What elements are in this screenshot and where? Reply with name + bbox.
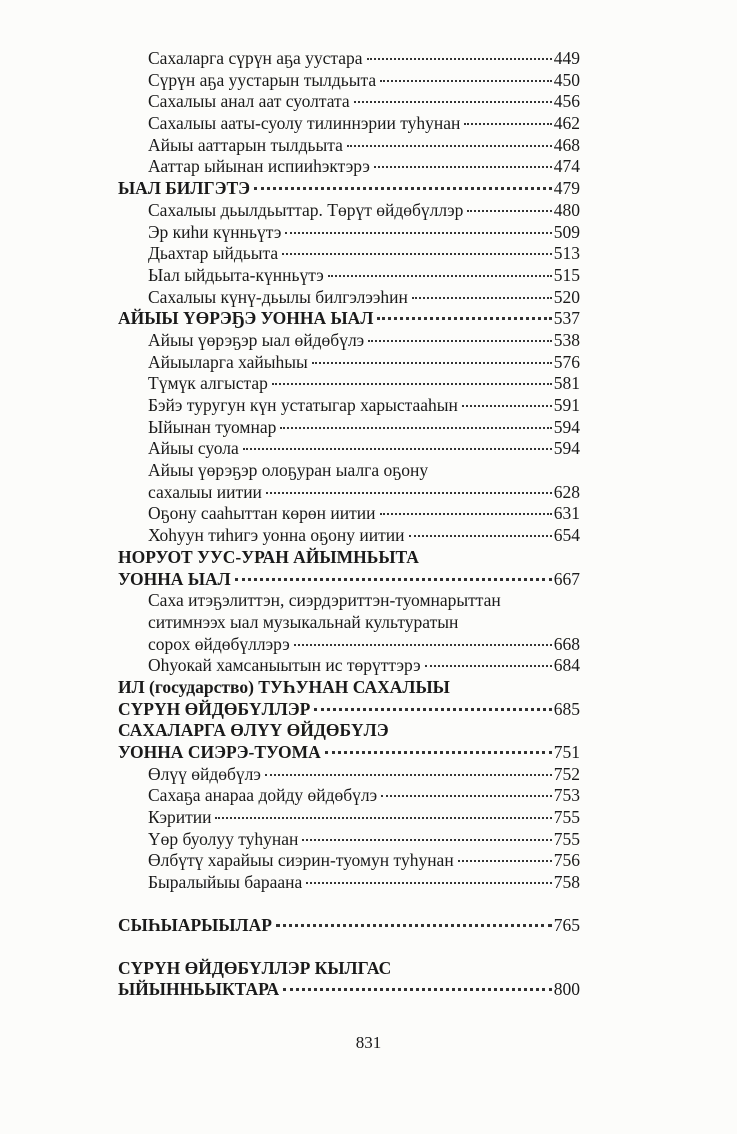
dot-leader <box>458 860 552 862</box>
dot-leader <box>367 58 552 60</box>
toc-entry-title: Айыы үөрэҕэр ыал өйдөбүлэ <box>148 329 365 350</box>
toc-page-number: 509 <box>553 221 580 242</box>
toc-entry <box>118 156 580 178</box>
toc-entry <box>118 113 580 135</box>
toc-page-number: 513 <box>553 243 580 264</box>
toc-entry-title: Сүрүн аҕа уустарын тылдьыта <box>148 69 377 90</box>
toc-page-number: 591 <box>553 395 580 415</box>
toc-entry-title: АЙЫЫ ҮӨРЭҔЭ УОННА ЫАЛ <box>118 308 374 329</box>
dot-leader <box>462 405 552 407</box>
toc-entry-title: сахалыы иитии <box>148 481 262 502</box>
dot-leader <box>314 708 551 711</box>
toc-section-heading <box>118 569 580 591</box>
dot-leader <box>368 340 552 342</box>
toc-entry <box>118 91 580 113</box>
toc-entry-title: Оһуокай хамсаныытын ис төрүттэрэ <box>148 655 421 676</box>
toc-section-heading <box>118 308 580 330</box>
toc-section-heading <box>118 915 580 937</box>
toc-section-heading-line: СҮРҮН ӨЙДӨБҮЛЛЭР КЫЛГАС <box>118 957 392 978</box>
toc-entry <box>118 634 580 656</box>
toc-page-number: 576 <box>553 351 580 372</box>
toc-entry-title: Өлбүтү харайыы сиэрин-туомун туһунан <box>148 850 454 871</box>
toc-page-number: 450 <box>553 69 580 90</box>
toc-entry-title: УОННА ЫАЛ <box>118 568 231 589</box>
toc-entry <box>118 829 580 851</box>
toc-section-heading <box>118 979 580 1001</box>
toc-entry <box>118 482 580 504</box>
toc-entry <box>118 417 580 439</box>
toc-entry-title: Бэйэ туругун күн устатыгар харыстааһын <box>148 395 458 415</box>
toc-page-number: 479 <box>553 178 580 199</box>
toc-entry-title: Ыйынан туомнар <box>148 416 277 437</box>
toc-page-number: 753 <box>553 785 580 806</box>
dot-leader <box>464 123 551 125</box>
toc-page-number: 538 <box>553 329 580 350</box>
toc-page-number: 468 <box>553 134 580 155</box>
dot-leader <box>285 232 551 234</box>
dot-leader <box>325 751 552 754</box>
toc-entry-title: Сахаларга сүрүн аҕа уустара <box>148 48 363 68</box>
toc-entry <box>118 287 580 309</box>
toc-entry-title: Эр киһи күнньүтэ <box>148 221 282 242</box>
toc-page-number: 755 <box>553 828 580 849</box>
toc-entry <box>118 265 580 287</box>
toc-page-number: 456 <box>553 91 580 112</box>
table-of-contents <box>118 48 580 1001</box>
section-spacer <box>118 894 580 915</box>
toc-page-number: 765 <box>553 914 580 935</box>
toc-entry <box>118 48 580 70</box>
toc-entry-title: Сахалыы анал аат суолтата <box>148 91 350 112</box>
toc-page-number: 800 <box>553 979 580 1000</box>
toc-page-number: 515 <box>553 264 580 285</box>
toc-section-heading-line: САХАЛАРГА ӨЛҮҮ ӨЙДӨБҮЛЭ <box>118 720 389 741</box>
dot-leader <box>215 817 551 819</box>
toc-entry <box>118 243 580 265</box>
toc-entry <box>118 200 580 222</box>
toc-entry-title: Ыал ыйдьыта-күнньүтэ <box>148 264 324 285</box>
toc-page-number: 480 <box>553 199 580 220</box>
toc-entry-title: СЫҺЫАРЫЫЛАР <box>118 914 272 935</box>
dot-leader <box>294 644 552 646</box>
page-number: 831 <box>355 1033 382 1052</box>
toc-entry-title: Түмүк алгыстар <box>148 373 268 394</box>
toc-entry-title: ЫЙЫННЬЫКТАРА <box>118 979 280 1000</box>
dot-leader <box>354 101 552 103</box>
toc-page-number: 462 <box>553 113 580 134</box>
toc-entry <box>118 330 580 352</box>
toc-page-number: 474 <box>553 156 580 177</box>
toc-entry-title: Дьахтар ыйдьыта <box>148 243 279 264</box>
section-spacer <box>118 937 580 958</box>
toc-entry-title: Айыыларга хайыһыы <box>148 351 308 372</box>
dot-leader <box>266 492 552 494</box>
toc-page-number: 667 <box>553 568 580 589</box>
toc-page-number: 758 <box>553 872 580 893</box>
dot-leader <box>272 383 552 385</box>
dot-leader <box>254 187 552 190</box>
toc-page-number: 685 <box>553 698 580 719</box>
dot-leader <box>328 275 552 277</box>
toc-entry-title: Ааттар ыйынан испииһэктэрэ <box>148 156 370 177</box>
toc-section-heading-line: ИЛ (государство) ТУҺУНАН САХАЛЫЫ <box>118 676 450 697</box>
toc-entry-title: Үөр буолуу туһунан <box>148 828 299 849</box>
dot-leader <box>380 513 552 515</box>
toc-entry <box>118 525 580 547</box>
toc-page-number: 628 <box>553 481 580 502</box>
dot-leader <box>467 210 551 212</box>
toc-page-number: 594 <box>553 438 580 459</box>
toc-page-number: 581 <box>553 373 580 394</box>
toc-entry <box>118 807 580 829</box>
toc-section-heading <box>118 742 580 764</box>
dot-leader <box>283 988 552 991</box>
dot-leader <box>282 253 552 255</box>
toc-entry-title: Хоһуун тиһигэ уонна оҕону иитии <box>148 525 405 546</box>
toc-entry-title: Быралыйыы бараана <box>148 872 303 893</box>
dot-leader <box>265 774 552 776</box>
dot-leader <box>276 924 552 927</box>
toc-section-heading <box>118 178 580 200</box>
toc-entry-title: СҮРҮН ӨЙДӨБҮЛЛЭР <box>118 698 311 719</box>
toc-entry-title: Айыы суола <box>148 438 239 459</box>
toc-page-number: 752 <box>553 763 580 784</box>
toc-entry-title: Оҕону сааһыттан көрөн иитии <box>148 503 376 524</box>
dot-leader <box>235 578 552 581</box>
toc-entry <box>118 872 580 894</box>
toc-entry <box>118 764 580 786</box>
toc-entry-title: Сахаҕа анараа дойду өйдөбүлэ <box>148 785 378 806</box>
toc-entry-line: Саха итэҕэлиттэн, сиэрдэриттэн-туомнарыттан <box>148 590 501 611</box>
toc-page-number: 751 <box>553 742 580 762</box>
toc-entry-title: Сахалыы ааты-суолу тилиннэрии туһунан <box>148 113 461 134</box>
dot-leader <box>380 80 552 82</box>
dot-leader <box>409 535 552 537</box>
toc-page-number: 631 <box>553 503 580 524</box>
dot-leader <box>381 795 552 797</box>
toc-entry-title: Өлүү өйдөбүлэ <box>148 763 261 784</box>
toc-entry-title: Кэритии <box>148 807 212 828</box>
toc-page-number: 537 <box>553 308 580 329</box>
toc-entry <box>118 655 580 677</box>
dot-leader <box>243 448 552 450</box>
dot-leader <box>374 166 552 168</box>
dot-leader <box>425 665 552 667</box>
toc-entry <box>118 395 580 417</box>
dot-leader <box>312 362 552 364</box>
toc-page-number: 755 <box>553 807 580 828</box>
toc-entry <box>118 785 580 807</box>
toc-entry-title: УОННА СИЭРЭ-ТУОМА <box>118 742 321 762</box>
toc-entry <box>118 70 580 92</box>
toc-section-heading <box>118 699 580 721</box>
toc-entry <box>118 373 580 395</box>
dot-leader <box>412 297 552 299</box>
toc-entry <box>118 850 580 872</box>
toc-entry-title: Сахалыы дьылдьыттар. Төрүт өйдөбүллэр <box>148 199 464 220</box>
toc-entry-title: Сахалыы күнү-дьылы билгэлээһин <box>148 286 408 307</box>
toc-entry-title: ЫАЛ БИЛГЭТЭ <box>118 178 251 199</box>
toc-page-number: 756 <box>553 850 580 871</box>
toc-page-number: 594 <box>553 416 580 437</box>
dot-leader <box>347 145 552 147</box>
toc-entry-title: Айыы ааттарын тылдьыта <box>148 134 343 155</box>
toc-page-number: 520 <box>553 286 580 307</box>
toc-page-number: 684 <box>553 655 580 676</box>
toc-entry <box>118 135 580 157</box>
toc-page-number: 668 <box>553 633 580 654</box>
toc-entry <box>118 222 580 244</box>
toc-entry-title: сорох өйдөбүллэрэ <box>148 633 290 654</box>
dot-leader <box>302 839 551 841</box>
toc-page-number: 449 <box>553 48 580 68</box>
toc-entry <box>118 438 580 460</box>
toc-entry <box>118 503 580 525</box>
toc-entry-line: Айыы үөрэҕэр олоҕуран ыалга оҕону <box>148 460 429 481</box>
dot-leader <box>377 317 551 320</box>
toc-section-heading-line: НОРУОТ УУС-УРАН АЙЫМНЬЫТА <box>118 546 419 567</box>
dot-leader <box>306 882 551 884</box>
toc-page-number: 654 <box>553 525 580 546</box>
dot-leader <box>280 427 551 429</box>
toc-entry-line: ситимнээх ыал музыкальнай культуратын <box>148 611 459 632</box>
toc-entry <box>118 352 580 374</box>
